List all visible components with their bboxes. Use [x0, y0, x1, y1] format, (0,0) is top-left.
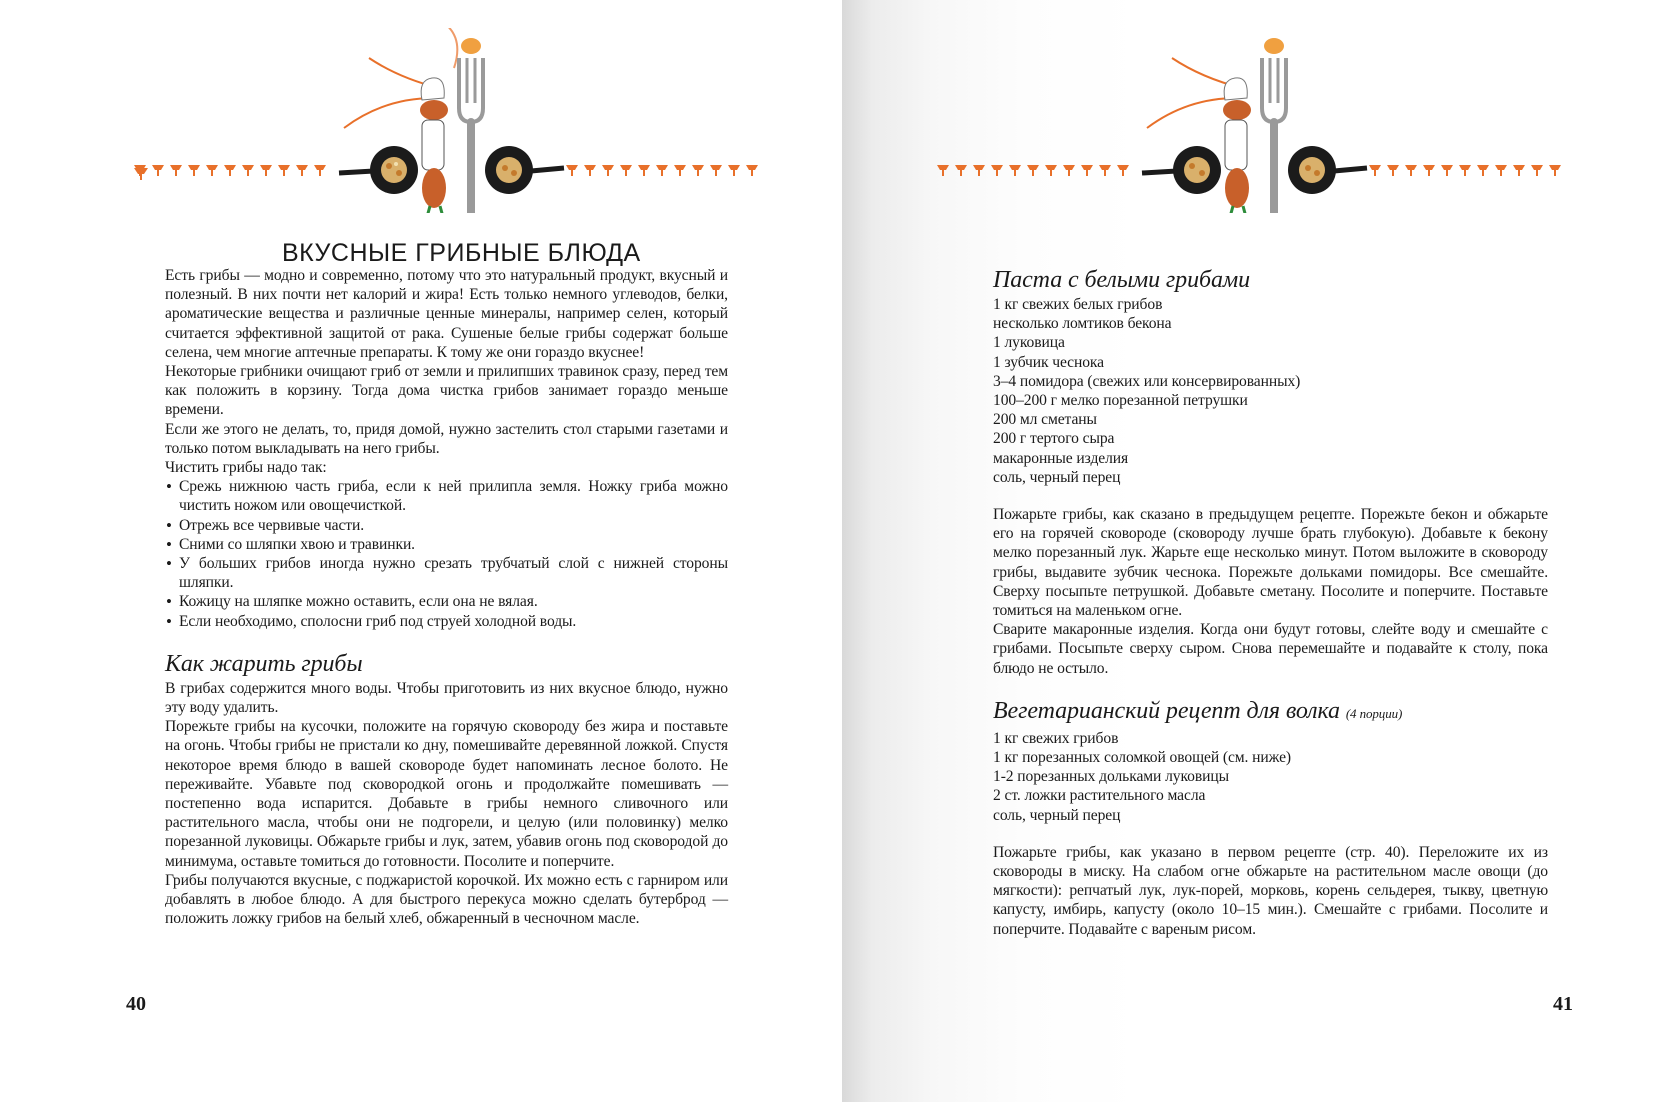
- list-item: • У больших грибов иногда нужно срезать трубчатый слой с нижней стороны шляпки.: [165, 554, 728, 592]
- mushroom-border-icon: [1531, 165, 1543, 176]
- list-item: • Отрежь все червивые части.: [165, 516, 728, 535]
- ingredient-line: соль, черный перец: [993, 468, 1121, 486]
- mushroom-border-icon: [674, 165, 686, 176]
- mushroom-border-icon: [170, 165, 182, 176]
- ingredient-line: 1 зубчик чеснока: [993, 353, 1104, 371]
- mushroom-border-icon: [937, 165, 949, 176]
- section-paragraph: Грибы получаются вкусные, с поджаристой корочкой. Их можно есть с гарниром или добавлять в любое блюдо. А для быстрого перекуса можно сделать бутерброд — положить ложку грибов на белый хлеб, обжаренный в чесночном масле.: [165, 871, 728, 928]
- mushroom-border-icon: [955, 165, 967, 176]
- mushroom-border-icon: [1423, 165, 1435, 176]
- section-paragraph: Порежьте грибы на кусочки, положите на горячую сковороду без жира и поставьте на огонь. Чтобы грибы не пристали ко дну, помешивайте деревянной ложкой. Спустя некоторое время блюдо в вашей сковороде будет напоминать лесное болото. Не переживайте. Убавьте под сковородкой огонь и продолжайте помешивать — постепенно вода испарится. Добавьте в грибы немного сливочного или растительного масла, чтобы они не подгорели, и целую (или половинку) мелко порезанной луковицы. Обжарьте грибы и лук, затем, убавив огонь под сковородой до минимума, оставьте томиться до готовности. Посолите и поперчите.: [165, 718, 728, 870]
- mushroom-border-icon: [1513, 165, 1525, 176]
- ingredient-line: 200 г тертого сыра: [993, 430, 1115, 448]
- cleaning-steps-list: [165, 477, 728, 631]
- ingredient-line: 100–200 г мелко порезанной петрушки: [993, 392, 1248, 410]
- right-page: [842, 0, 1680, 1102]
- intro-paragraph: Некоторые грибники очищают гриб от земли и прилипших травинок сразу, перед тем как положить в корзину. Тогда дома чистка грибов занимает гораздо меньше времени.: [165, 363, 728, 419]
- mushroom-border-icon: [584, 165, 596, 176]
- recipe-title-text: Вегетарианский рецепт для волка: [993, 697, 1340, 724]
- ant-chef-fork-illustration: [937, 28, 1567, 213]
- mushroom-border-icon: [260, 165, 272, 176]
- mushroom-border-icon: [188, 165, 200, 176]
- mushroom-border-icon: [206, 165, 218, 176]
- page-number: 41: [1553, 993, 1573, 1015]
- page-number: 40: [126, 993, 146, 1015]
- intro-paragraph: Чистить грибы надо так:: [165, 459, 327, 477]
- mushroom-border-icon: [973, 165, 985, 176]
- step-paragraph: Пожарьте грибы, как указано в первом рецепте (стр. 40). Переложите их из сковороды в миску. На слабом огне обжарьте на растительном масле овощи (до мягкости): репчатый лук, лук-порей, морковь, корень сельдерея, тыкву, цветную капусту, имбирь, капусту (около 10–15 мин.). Смешайте с грибами. Посолите и поперчите. Подавайте с вареным рисом.: [993, 843, 1548, 938]
- mushroom-border-icon: [656, 165, 668, 176]
- spacer: [993, 678, 1548, 696]
- mushroom-border-icon: [1549, 165, 1561, 176]
- left-body: [165, 266, 728, 929]
- list-item: • Если необходимо, сполосни гриб под струей холодной воды.: [165, 612, 728, 631]
- spacer: [993, 487, 1548, 505]
- mushroom-border-icon: [1009, 165, 1021, 176]
- mushroom-border-icon: [1369, 165, 1381, 176]
- ingredient-line: макаронные изделия: [993, 449, 1129, 467]
- mushroom-border-icon: [1081, 165, 1093, 176]
- spacer: [993, 825, 1548, 843]
- section-heading: Как жарить грибы: [165, 650, 363, 677]
- recipe-title: [993, 696, 1548, 729]
- ant-chef-fork-illustration: [134, 28, 764, 213]
- spacer: [165, 631, 728, 649]
- mushroom-border-icon: [991, 165, 1003, 176]
- mushroom-border-icon: [692, 165, 704, 176]
- intro-paragraph: Есть грибы — модно и современно, потому что это натуральный продукт, вкусный и полезный. В них почти нет калорий и жира! Есть только немного углеводов, белки, ароматические вещества и различные ценные минералы, например селен, который считается эффективной защитой от рака. Сушеные белые грибы содержат больше селена, чем многие аптечные препараты. К тому же они гораздо вкуснее!: [165, 267, 728, 361]
- ingredient-line: 200 мл сметаны: [993, 411, 1097, 429]
- ingredient-line: 1 луковица: [993, 334, 1065, 352]
- mushroom-border-icon: [296, 165, 308, 176]
- ingredient-line: 1 кг свежих белых грибов: [993, 296, 1163, 313]
- ingredient-line: 3–4 помидора (свежих или консервированных): [993, 372, 1301, 390]
- mushroom-border-icon: [1441, 165, 1453, 176]
- mushroom-border-icon: [278, 165, 290, 176]
- page-title: ВКУСНЫЕ ГРИБНЫЕ БЛЮДА: [282, 239, 641, 267]
- mushroom-border-icon: [224, 165, 236, 176]
- list-item: • Кожицу на шляпке можно оставить, если она не вялая.: [165, 592, 728, 611]
- mushroom-border-icon: [314, 165, 326, 176]
- mushroom-border-icon: [638, 165, 650, 176]
- ingredient-line: 1 кг порезанных соломкой овощей (см. ниже): [993, 749, 1292, 767]
- recipe-title: Паста с белыми грибами: [993, 267, 1250, 293]
- mushroom-border-icon: [746, 165, 758, 176]
- mushroom-border-icon: [728, 165, 740, 176]
- mushroom-border-icon: [566, 165, 578, 176]
- mushroom-border-icon: [620, 165, 632, 176]
- right-body: [993, 265, 1548, 939]
- mushroom-border-icon: [1117, 165, 1129, 176]
- intro-paragraph: Если же этого не делать, то, придя домой, нужно застелить стол старыми газетами и только потом выкладывать на него грибы.: [165, 420, 728, 457]
- mushroom-border-icon: [1477, 165, 1489, 176]
- ingredient-line: несколько ломтиков бекона: [993, 315, 1172, 333]
- ingredient-line: 2 ст. ложки растительного масла: [993, 787, 1206, 805]
- mushroom-border-icon: [1063, 165, 1075, 176]
- mushroom-border-icon: [1459, 165, 1471, 176]
- mushroom-border-icon: [602, 165, 614, 176]
- mushroom-border-icon: [1045, 165, 1057, 176]
- ingredient-line: 1 кг свежих грибов: [993, 729, 1119, 747]
- section-paragraph: В грибах содержится много воды. Чтобы приготовить из них вкусное блюдо, нужно эту воду удалить.: [165, 679, 728, 717]
- step-paragraph: Сварите макаронные изделия. Когда они будут готовы, слейте воду и смешайте с грибами. Посыпьте сверху сыром. Снова перемешайте и подавайте к столу, пока блюдо не остыло.: [993, 621, 1548, 677]
- portion-note: (4 порции): [1345, 705, 1403, 721]
- step-paragraph: Пожарьте грибы, как сказано в предыдущем рецепте. Порежьте бекон и обжарьте его на горячей сковороде (сковороду лучше брать глубокую). Добавьте к бекону мелко порезанный лук. Жарьте еще несколько минут. Потом выложите в сковороду грибы, выдавите зубчик чеснока. Порежьте дольками помидоры. Все смешайте. Сверху посыпьте петрушкой. Добавьте сметану. Посолите и поперчите. Поставьте томиться на маленьком огне.: [993, 506, 1548, 620]
- mushroom-border-icon: [1099, 165, 1111, 176]
- mushroom-border-icon: [710, 165, 722, 176]
- list-item: • Срежь нижнюю часть гриба, если к ней прилипла земля. Ножку гриба можно чистить ножом или овощечисткой.: [165, 477, 728, 515]
- mushroom-border-icon: [1405, 165, 1417, 176]
- mushroom-border-icon: [242, 165, 254, 176]
- mushroom-border-icon: [1387, 165, 1399, 176]
- ingredient-line: 1-2 порезанных дольками луковицы: [993, 768, 1229, 786]
- mushroom-border-icon: [1027, 165, 1039, 176]
- ingredient-line: соль, черный перец: [993, 806, 1121, 824]
- mushroom-border-icon: [1495, 165, 1507, 176]
- list-item: • Сними со шляпки хвою и травинки.: [165, 535, 728, 554]
- mushroom-border-icon: [152, 165, 164, 176]
